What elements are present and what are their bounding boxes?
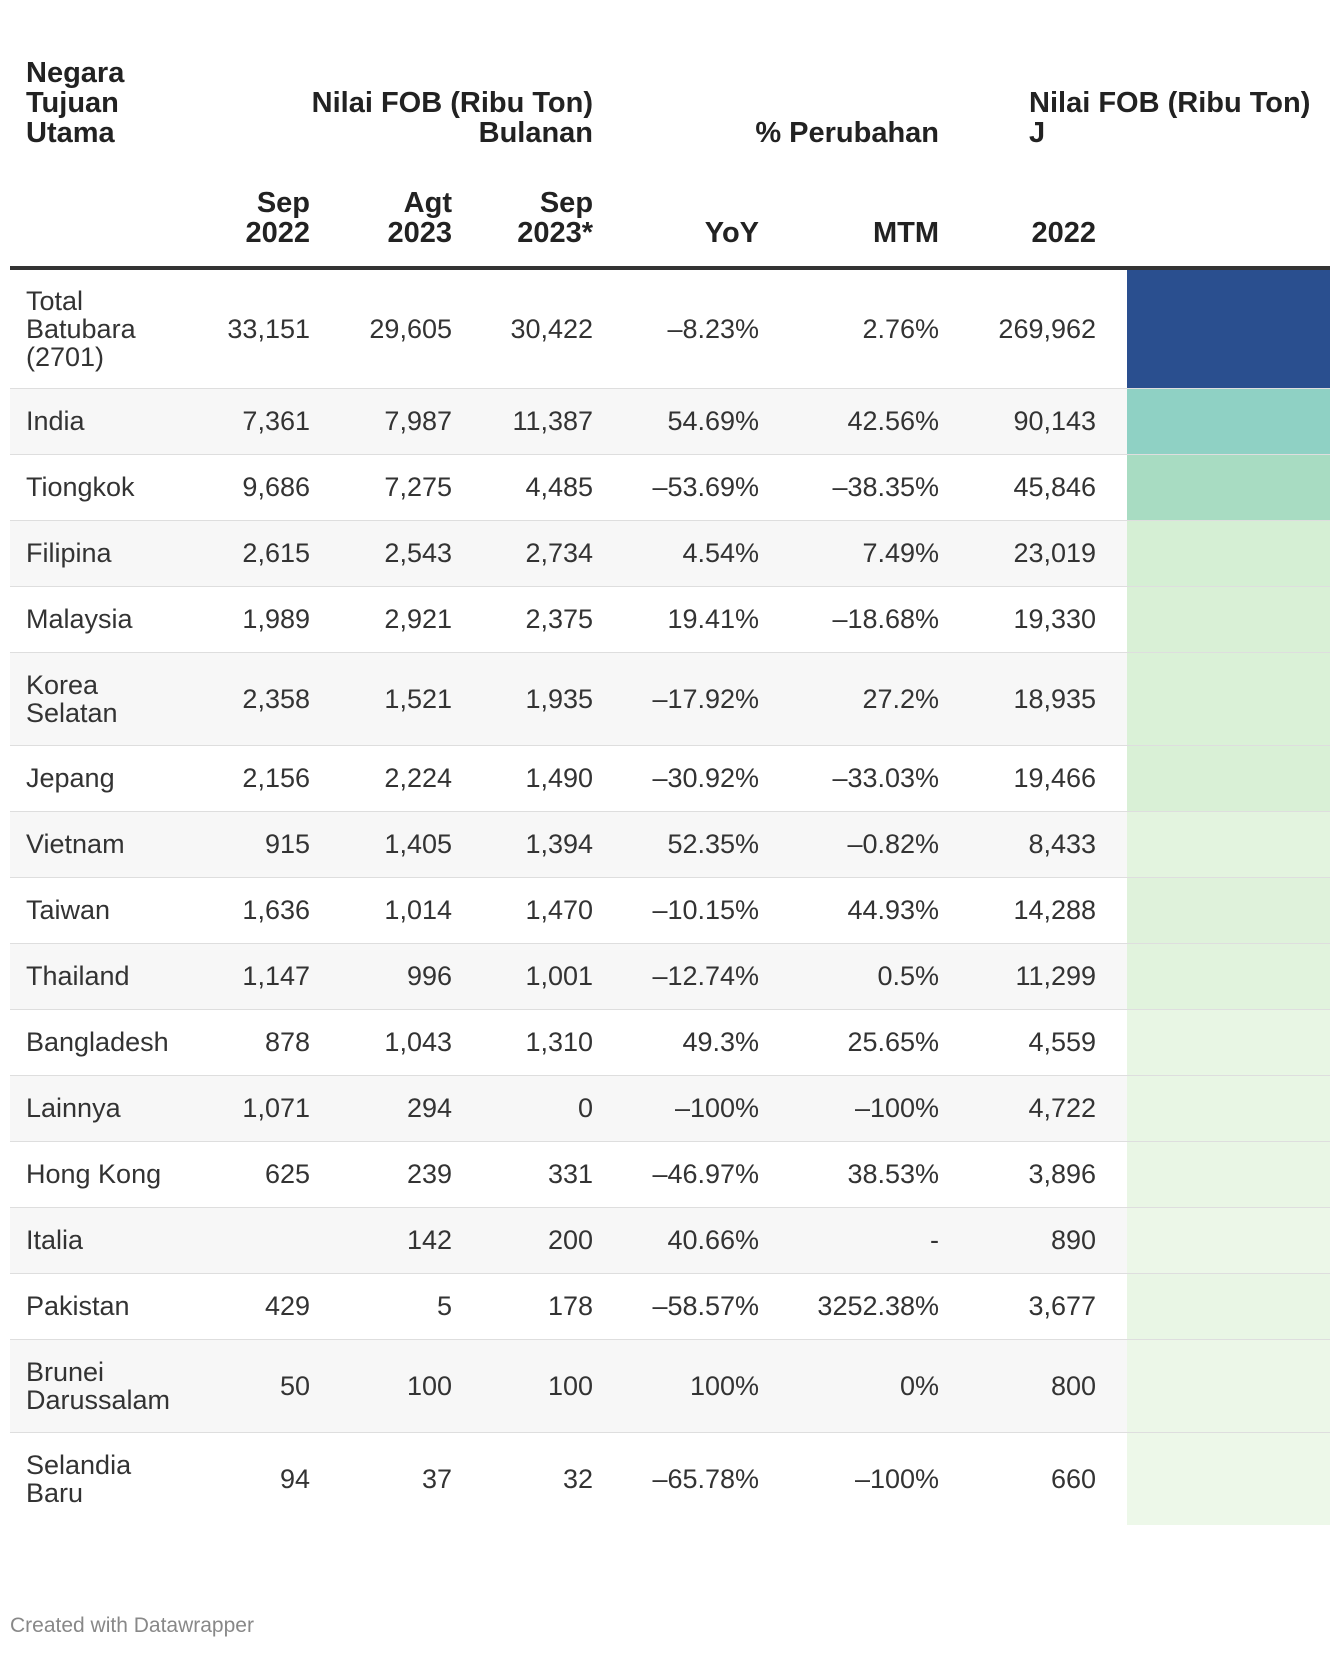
cell-mtm: –100% (854, 1463, 940, 1494)
cell-country: India (26, 406, 85, 436)
cell-country: Total Batubara (2701) (26, 285, 136, 372)
data-table (10, 0, 1330, 1525)
cell-agt2023: 29,605 (369, 313, 452, 344)
cell-ytd2022: 8,433 (1028, 829, 1097, 859)
cell-spacer (1096, 454, 1127, 520)
cell-spacer (1096, 1009, 1127, 1075)
cell-agt2023: 1,043 (384, 1027, 452, 1057)
cell-mtm: 42.56% (847, 406, 940, 436)
cell-sep2023: 32 (562, 1463, 594, 1494)
cell-spacer (1096, 1432, 1127, 1525)
footer-credit[interactable]: Created with Datawrapper (10, 1614, 254, 1637)
cell-yoy: –100% (674, 1093, 760, 1123)
group-header-ytd: Nilai FOB (Ribu Ton) J (1029, 87, 1311, 149)
cell-sep2022 (190, 1207, 310, 1273)
table-body (10, 268, 1330, 1525)
cell-agt2023: 996 (406, 961, 452, 991)
cell-country: Italia (26, 1225, 84, 1255)
cell-yoy: 19.41% (667, 604, 760, 634)
col-header-yoy[interactable]: YoY (704, 217, 760, 249)
cell-agt2023: 5 (436, 1291, 452, 1321)
cell-sep2023: 1,470 (525, 895, 594, 925)
group-header-change: % Perubahan (755, 117, 940, 149)
cell-agt2023: 37 (421, 1463, 452, 1494)
cell-mtm: 2.76% (862, 313, 940, 344)
cell-yoy: 40.66% (667, 1225, 760, 1255)
cell-sep2023: 100 (547, 1370, 594, 1401)
cell-spacer (1096, 520, 1127, 586)
table-row[interactable] (10, 1339, 1330, 1432)
cell-ytd2022: 890 (1050, 1225, 1097, 1255)
cell-ytd2022: 660 (1050, 1463, 1097, 1494)
cell-mtm: –33.03% (832, 763, 940, 793)
cell-yoy: –17.92% (652, 683, 760, 714)
heatmap-cell (1127, 1141, 1330, 1207)
cell-mtm: 0.5% (877, 961, 940, 991)
cell-ytd2022: 19,330 (1013, 604, 1097, 634)
cell-ytd2022: 3,677 (1028, 1291, 1097, 1321)
cell-sep2022: 1,147 (242, 961, 310, 991)
cell-yoy: –10.15% (652, 895, 760, 925)
cell-sep2022: 1,071 (242, 1093, 310, 1123)
col-header-2022[interactable]: 2022 (1031, 217, 1097, 249)
cell-sep2023: 200 (547, 1225, 594, 1255)
cell-spacer (1096, 586, 1127, 652)
cell-sep2023: 30,422 (510, 313, 594, 344)
table-row[interactable] (10, 454, 1330, 520)
cell-spacer (1096, 745, 1127, 811)
cell-sep2022: 7,361 (242, 406, 310, 436)
cell-sep2023: 2,734 (525, 538, 594, 568)
cell-sep2023: 1,935 (525, 683, 594, 714)
cell-country: Brunei Darussalam (26, 1356, 171, 1415)
cell-mtm: –0.82% (847, 829, 940, 859)
cell-agt2023: 2,224 (384, 763, 452, 793)
cell-spacer (1096, 877, 1127, 943)
cell-mtm: –38.35% (832, 472, 940, 502)
heatmap-cell (1127, 454, 1330, 520)
heatmap-cell (1127, 1009, 1330, 1075)
cell-mtm: 38.53% (847, 1159, 940, 1189)
heatmap-cell (1127, 268, 1330, 388)
cell-spacer (1096, 388, 1127, 454)
col-header-sep2023[interactable]: Sep 2023* (517, 187, 594, 249)
table-row[interactable] (10, 1009, 1330, 1075)
cell-mtm: 25.65% (847, 1027, 940, 1057)
heatmap-cell (1127, 1075, 1330, 1141)
cell-sep2023: 4,485 (525, 472, 594, 502)
cell-country: Korea Selatan (26, 669, 118, 728)
cell-agt2023: 294 (406, 1093, 452, 1123)
cell-yoy: 54.69% (667, 406, 760, 436)
cell-mtm: 27.2% (862, 683, 940, 714)
cell-sep2022: 33,151 (227, 313, 310, 344)
cell-sep2023: 2,375 (525, 604, 594, 634)
group-header-monthly: Nilai FOB (Ribu Ton) Bulanan (311, 87, 594, 149)
cell-sep2023: 1,310 (525, 1027, 594, 1057)
col-header-country[interactable]: Negara Tujuan Utama (26, 57, 125, 149)
cell-agt2023: 1,014 (384, 895, 452, 925)
cell-ytd2022: 23,019 (1013, 538, 1097, 568)
col-header-heat (1127, 160, 1330, 268)
cell-yoy: –58.57% (652, 1291, 760, 1321)
cell-sep2022: 915 (264, 829, 310, 859)
cell-agt2023: 7,275 (384, 472, 452, 502)
table-container (10, 0, 1311, 1590)
table-row[interactable] (10, 745, 1330, 811)
heatmap-cell (1127, 1273, 1330, 1339)
cell-ytd2022: 800 (1050, 1370, 1097, 1401)
cell-sep2023: 1,001 (525, 961, 594, 991)
heatmap-cell (1127, 388, 1330, 454)
col-header-sep2022[interactable]: Sep 2022 (245, 187, 310, 249)
cell-country: Jepang (26, 763, 115, 793)
cell-sep2022: 94 (279, 1463, 310, 1494)
cell-country: Thailand (26, 961, 130, 991)
cell-yoy: 100% (689, 1370, 760, 1401)
cell-agt2023: 7,987 (384, 406, 452, 436)
heatmap-cell (1127, 520, 1330, 586)
heatmap-cell (1127, 586, 1330, 652)
cell-sep2023: 331 (547, 1159, 594, 1189)
cell-country: Bangladesh (26, 1027, 169, 1057)
col-header-agt2023[interactable]: Agt 2023 (387, 187, 452, 249)
cell-country: Lainnya (26, 1093, 121, 1123)
table-row[interactable] (10, 1432, 1330, 1525)
cell-agt2023: 2,921 (384, 604, 452, 634)
cell-ytd2022: 45,846 (1013, 472, 1097, 502)
table-row[interactable] (10, 1141, 1330, 1207)
cell-sep2022: 50 (279, 1370, 310, 1401)
table-row[interactable] (10, 877, 1330, 943)
cell-spacer (1096, 1339, 1127, 1432)
table-row[interactable] (10, 1075, 1330, 1141)
cell-mtm: - (930, 1225, 940, 1255)
cell-yoy: 4.54% (682, 538, 760, 568)
heatmap-cell (1127, 1207, 1330, 1273)
cell-mtm: –100% (854, 1093, 940, 1123)
cell-mtm: 3252.38% (817, 1291, 940, 1321)
cell-sep2022: 2,156 (242, 763, 310, 793)
cell-ytd2022: 4,722 (1028, 1093, 1097, 1123)
cell-yoy: –53.69% (652, 472, 760, 502)
cell-yoy: 52.35% (667, 829, 760, 859)
group-header-row (10, 0, 1330, 160)
cell-spacer (1096, 811, 1127, 877)
heatmap-cell (1127, 652, 1330, 745)
table-row[interactable] (10, 1273, 1330, 1339)
cell-sep2022: 2,615 (242, 538, 310, 568)
cell-yoy: –46.97% (652, 1159, 760, 1189)
col-header-blank (10, 160, 190, 268)
heatmap-cell (1127, 877, 1330, 943)
table-row[interactable] (10, 388, 1330, 454)
cell-agt2023: 1,405 (384, 829, 452, 859)
table-row[interactable] (10, 268, 1330, 388)
cell-country: Malaysia (26, 604, 133, 634)
cell-agt2023: 239 (406, 1159, 452, 1189)
col-header-spacer (1096, 160, 1127, 268)
table-row[interactable] (10, 652, 1330, 745)
table-row[interactable] (10, 586, 1330, 652)
cell-spacer (1096, 1273, 1127, 1339)
table-row[interactable] (10, 811, 1330, 877)
cell-ytd2022: 14,288 (1013, 895, 1097, 925)
cell-sep2022: 1,636 (242, 895, 310, 925)
cell-country: Hong Kong (26, 1159, 162, 1189)
column-header-row (10, 160, 1330, 268)
cell-yoy: 49.3% (682, 1027, 760, 1057)
cell-ytd2022: 269,962 (998, 313, 1097, 344)
cell-ytd2022: 3,896 (1028, 1159, 1097, 1189)
cell-sep2022: 429 (264, 1291, 310, 1321)
cell-mtm: 0% (900, 1370, 940, 1401)
cell-spacer (1096, 943, 1127, 1009)
cell-country: Vietnam (26, 829, 125, 859)
cell-yoy: –8.23% (667, 313, 760, 344)
cell-ytd2022: 11,299 (1015, 961, 1097, 991)
cell-mtm: –18.68% (832, 604, 940, 634)
cell-yoy: –30.92% (652, 763, 760, 793)
cell-spacer (1096, 1207, 1127, 1273)
col-header-mtm[interactable]: MTM (873, 217, 940, 249)
cell-yoy: –12.74% (652, 961, 760, 991)
cell-sep2023: 11,387 (512, 406, 594, 436)
cell-yoy: –65.78% (652, 1463, 760, 1494)
heatmap-cell (1127, 1339, 1330, 1432)
cell-spacer (1096, 652, 1127, 745)
cell-sep2022: 1,989 (242, 604, 310, 634)
heatmap-cell (1127, 1432, 1330, 1525)
cell-sep2023: 178 (547, 1291, 594, 1321)
cell-sep2022: 9,686 (242, 472, 310, 502)
heatmap-cell (1127, 745, 1330, 811)
cell-mtm: 7.49% (862, 538, 940, 568)
cell-country: Selandia Baru (26, 1449, 132, 1508)
cell-sep2022: 625 (264, 1159, 310, 1189)
cell-sep2023: 1,394 (525, 829, 594, 859)
cell-country: Taiwan (26, 895, 111, 925)
heatmap-cell (1127, 811, 1330, 877)
cell-ytd2022: 90,143 (1013, 406, 1097, 436)
table-row[interactable] (10, 520, 1330, 586)
table-row[interactable] (10, 1207, 1330, 1273)
table-row[interactable] (10, 943, 1330, 1009)
cell-mtm: 44.93% (847, 895, 940, 925)
cell-ytd2022: 19,466 (1013, 763, 1097, 793)
cell-sep2023: 1,490 (525, 763, 594, 793)
cell-country: Filipina (26, 538, 112, 568)
cell-sep2022: 878 (264, 1027, 310, 1057)
cell-sep2023: 0 (578, 1093, 594, 1123)
cell-spacer (1096, 1075, 1127, 1141)
heatmap-cell (1127, 943, 1330, 1009)
cell-country: Tiongkok (26, 472, 135, 502)
cell-country: Pakistan (26, 1291, 130, 1321)
cell-spacer (1096, 1141, 1127, 1207)
cell-ytd2022: 4,559 (1028, 1027, 1097, 1057)
cell-agt2023: 1,521 (384, 683, 452, 714)
cell-spacer (1096, 268, 1127, 388)
cell-agt2023: 100 (406, 1370, 452, 1401)
cell-ytd2022: 18,935 (1013, 683, 1097, 714)
cell-agt2023: 2,543 (384, 538, 452, 568)
cell-agt2023: 142 (406, 1225, 452, 1255)
cell-sep2022: 2,358 (242, 683, 310, 714)
